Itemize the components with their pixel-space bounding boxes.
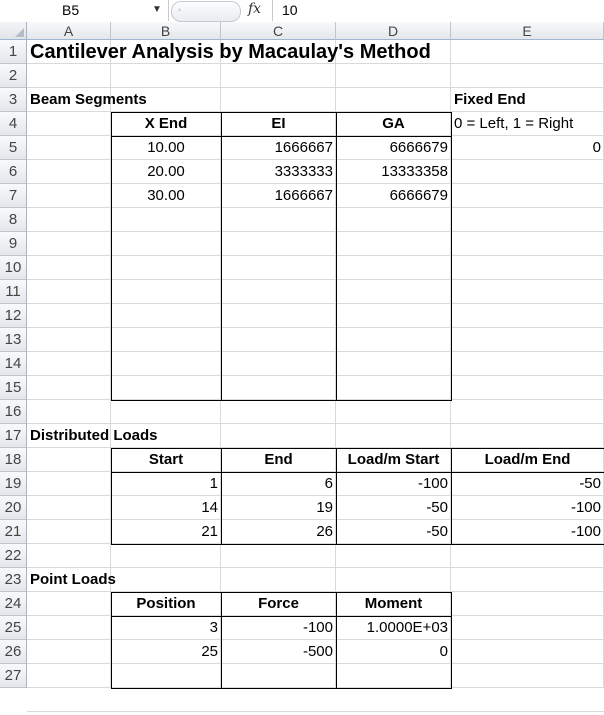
beam-segments-cell[interactable]: 6666679 — [389, 139, 448, 156]
row-header-25[interactable]: 25 — [0, 616, 27, 640]
table-divider — [221, 448, 222, 544]
column-header-e[interactable]: E — [451, 22, 604, 40]
point-loads-label: Point Loads — [30, 571, 116, 588]
row-header-11[interactable]: 11 — [0, 280, 27, 304]
row-header-24[interactable]: 24 — [0, 592, 27, 616]
beam-segments-cell[interactable]: 10.00 — [147, 139, 185, 156]
table-divider — [336, 592, 337, 688]
formula-bar — [0, 0, 604, 23]
row-header-23[interactable]: 23 — [0, 568, 27, 592]
chevron-down-icon[interactable]: ▼ — [152, 4, 162, 15]
insert-function-icon[interactable]: 𝑓x — [248, 1, 262, 17]
beam-segments-cell[interactable]: 1666667 — [274, 139, 333, 156]
distributed-loads-cell[interactable]: 26 — [316, 523, 333, 540]
row-header-2[interactable]: 2 — [0, 64, 27, 88]
row-header-3[interactable]: 3 — [0, 88, 27, 112]
distributed-loads-cell[interactable]: 1 — [209, 475, 218, 492]
point-loads-cell[interactable]: 0 — [439, 643, 448, 660]
distributed-loads-cell[interactable]: 19 — [316, 499, 333, 516]
distributed-loads-cell[interactable]: -50 — [426, 523, 448, 540]
beam-segments-cell[interactable]: 13333358 — [381, 163, 448, 180]
row-header-6[interactable]: 6 — [0, 160, 27, 184]
distributed-loads-header[interactable]: Load/m End — [484, 451, 571, 468]
distributed-loads-header[interactable]: End — [264, 451, 293, 468]
row-header-20[interactable]: 20 — [0, 496, 27, 520]
beam-segments-header[interactable]: GA — [382, 115, 405, 132]
row-header-10[interactable]: 10 — [0, 256, 27, 280]
distributed-loads-table-border — [111, 448, 604, 545]
row-header-19[interactable]: 19 — [0, 472, 27, 496]
row-header-13[interactable]: 13 — [0, 328, 27, 352]
beam-segments-cell[interactable]: 6666679 — [389, 187, 448, 204]
point-loads-cell[interactable]: -500 — [302, 643, 333, 660]
point-loads-header[interactable]: Force — [258, 595, 299, 612]
row-header-17[interactable]: 17 — [0, 424, 27, 448]
distributed-loads-cell[interactable]: 21 — [201, 523, 218, 540]
fixed-end-hint: 0 = Left, 1 = Right — [454, 115, 574, 132]
row-header-15[interactable]: 15 — [0, 376, 27, 400]
table-divider — [336, 112, 337, 400]
row-header-21[interactable]: 21 — [0, 520, 27, 544]
row-header-26[interactable]: 26 — [0, 640, 27, 664]
column-header-a[interactable]: A — [27, 22, 111, 40]
row-header-1[interactable]: 1 — [0, 40, 27, 64]
row-header-16[interactable]: 16 — [0, 400, 27, 424]
column-header-b[interactable]: B — [111, 22, 221, 40]
distributed-loads-cell[interactable]: -100 — [570, 523, 601, 540]
point-loads-header[interactable]: Position — [136, 595, 196, 612]
fixed-end-label: Fixed End — [454, 91, 526, 108]
distributed-loads-cell[interactable]: -50 — [579, 475, 601, 492]
row-header-22[interactable]: 22 — [0, 544, 27, 568]
point-loads-cell[interactable]: 1.0000E+03 — [366, 619, 448, 636]
name-box-value[interactable]: B5 — [62, 2, 80, 18]
row-header-27[interactable]: 27 — [0, 664, 27, 688]
row-header-5[interactable]: 5 — [0, 136, 27, 160]
beam-segments-header[interactable]: X End — [144, 115, 188, 132]
distributed-loads-cell[interactable]: 6 — [324, 475, 333, 492]
table-divider — [111, 472, 604, 473]
beam-segments-cell[interactable]: 3333333 — [274, 163, 333, 180]
column-header-c[interactable]: C — [221, 22, 336, 40]
distributed-loads-label: Distributed Loads — [30, 427, 158, 444]
point-loads-table-border — [111, 592, 452, 689]
formula-bar-resize-handle[interactable] — [171, 1, 241, 22]
distributed-loads-header[interactable]: Load/m Start — [347, 451, 440, 468]
distributed-loads-header[interactable]: Start — [148, 451, 184, 468]
point-loads-header[interactable]: Moment — [364, 595, 423, 612]
table-divider — [111, 136, 451, 137]
name-box[interactable] — [0, 0, 169, 21]
point-loads-cell[interactable]: -100 — [302, 619, 333, 636]
column-header-d[interactable]: D — [336, 22, 451, 40]
beam-segments-cell[interactable]: 20.00 — [147, 163, 185, 180]
table-divider — [336, 448, 337, 544]
beam-segments-label: Beam Segments — [30, 91, 147, 108]
beam-segments-cell[interactable]: 1666667 — [274, 187, 333, 204]
beam-segments-header[interactable]: EI — [271, 115, 286, 132]
row-header-14[interactable]: 14 — [0, 352, 27, 376]
beam-segments-cell[interactable]: 30.00 — [147, 187, 185, 204]
row-header-12[interactable]: 12 — [0, 304, 27, 328]
distributed-loads-cell[interactable]: -50 — [426, 499, 448, 516]
fixed-end-value[interactable]: 0 — [592, 139, 601, 156]
row-header-4[interactable]: 4 — [0, 112, 27, 136]
table-divider — [221, 112, 222, 400]
table-divider — [451, 448, 452, 544]
row-header-8[interactable]: 8 — [0, 208, 27, 232]
select-all-icon — [15, 28, 24, 37]
row-header-9[interactable]: 9 — [0, 232, 27, 256]
formula-bar-divider — [272, 0, 273, 21]
beam-segments-table-border — [111, 112, 452, 401]
table-divider — [221, 592, 222, 688]
select-all-button[interactable] — [0, 22, 27, 40]
formula-input[interactable]: 10 — [282, 2, 298, 18]
distributed-loads-cell[interactable]: -100 — [570, 499, 601, 516]
grip-icon: ◦ — [178, 5, 182, 16]
row-header-7[interactable]: 7 — [0, 184, 27, 208]
row-header-18[interactable]: 18 — [0, 448, 27, 472]
point-loads-cell[interactable]: 3 — [209, 619, 218, 636]
row-gridline — [27, 711, 604, 712]
distributed-loads-cell[interactable]: 14 — [201, 499, 218, 516]
sheet-title: Cantilever Analysis by Macaulay's Method — [30, 41, 431, 63]
distributed-loads-cell[interactable]: -100 — [417, 475, 448, 492]
table-divider — [111, 616, 451, 617]
point-loads-cell[interactable]: 25 — [201, 643, 218, 660]
